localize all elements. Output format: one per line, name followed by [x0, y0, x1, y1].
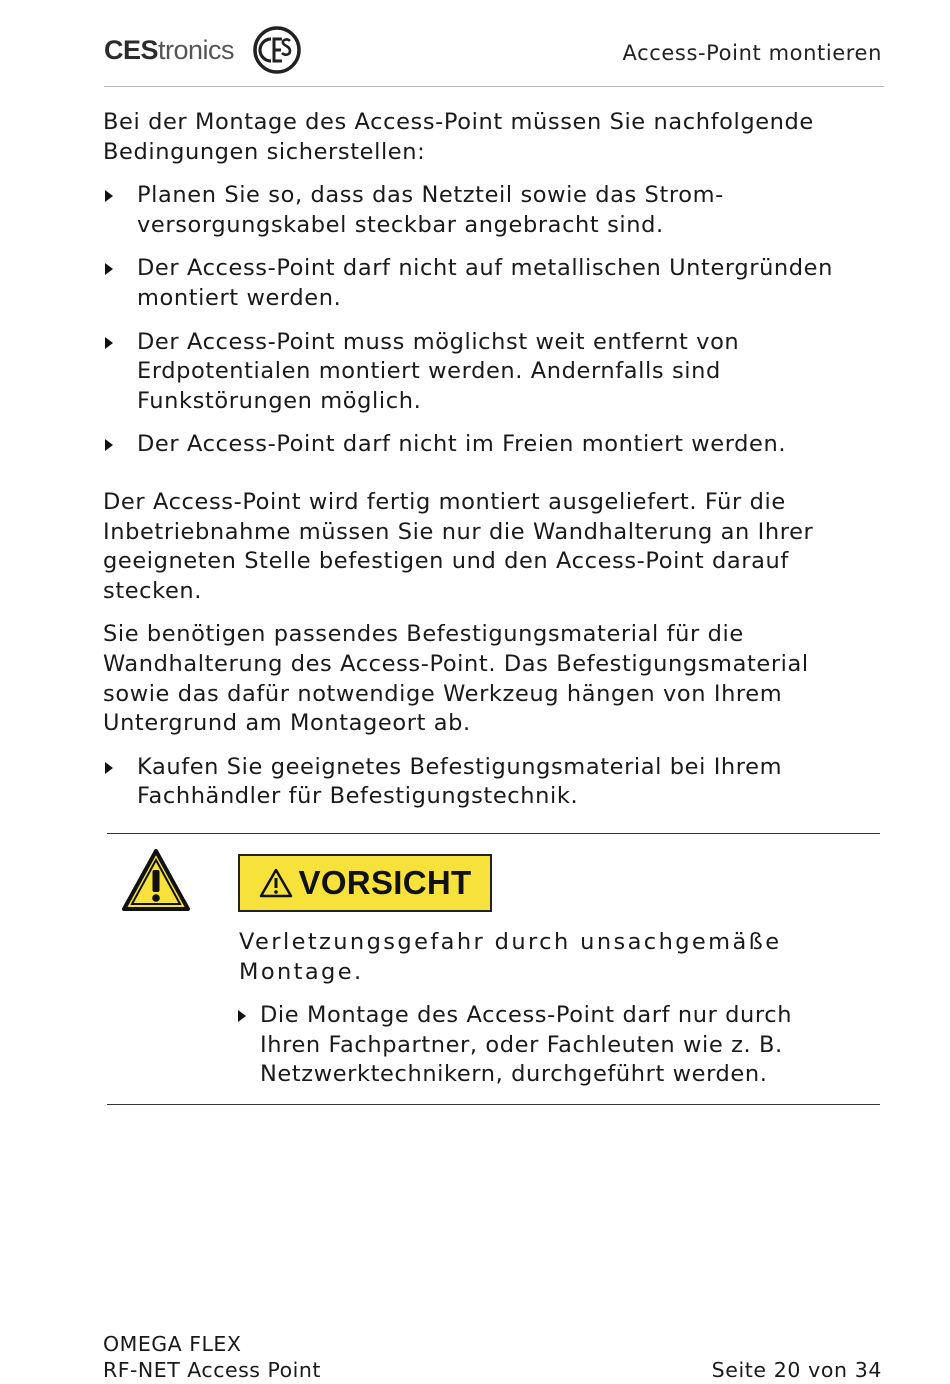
conditions-list [103, 181, 873, 460]
header-divider [104, 86, 884, 87]
footer-product: OMEGA FLEX [103, 1332, 242, 1356]
footer-subtitle: RF-NET Access Point [103, 1358, 321, 1382]
footer-product-info [103, 1331, 321, 1383]
warning-bottom-divider [107, 1104, 880, 1105]
list-item [103, 753, 873, 812]
bullet-arrow-icon [105, 263, 113, 275]
list-item-text: Planen Sie so, dass das Netzteil sowie das Strom-versorgungskabel steckbar angebracht sind. [137, 182, 724, 238]
warning-triangle-icon [121, 848, 191, 912]
list-item [103, 430, 873, 460]
logo-light-text: tronics [158, 34, 235, 65]
logo-wordmark [104, 35, 234, 66]
warning-small-icon [259, 868, 293, 898]
material-paragraph: Sie benötigen passendes Befestigungsmaterial für die Wandhalterung des Access-Point. Das Befestigungsmaterial sowie das dafür notwendige Werkzeug hängen von Ihrem Untergrund am Montageort ab. [103, 621, 809, 737]
list-item [103, 181, 873, 240]
list-item-text: Kaufen Sie geeignetes Befestigungsmaterial bei Ihrem Fachhändler für Befestigungstechnik. [137, 753, 783, 810]
list-item [239, 1001, 839, 1090]
list-item [103, 254, 873, 313]
warning-top-divider [107, 833, 880, 834]
ces-seal-icon [252, 25, 302, 75]
section-title: Access-Point montieren [622, 41, 882, 65]
delivery-paragraph: Der Access-Point wird fertig montiert ausgeliefert. Für die Inbetriebnahme müssen Sie nur die Wandhalterung an Ihrer geeigneten Stelle befestigen und den Access-Point darauf stecken. [103, 488, 814, 604]
logo-bold-text: CES [104, 34, 159, 65]
caution-label-box [238, 854, 492, 912]
main-content [103, 108, 873, 826]
company-logo [104, 22, 302, 78]
list-item-text: Der Access-Point darf nicht auf metallischen Untergründen montiert werden. [137, 255, 833, 311]
list-item-text: Der Access-Point muss möglichst weit entfernt von Erdpotentialen montiert werden. Andernfalls sind Funkstörungen möglich. [137, 328, 740, 414]
bullet-arrow-icon [105, 439, 113, 451]
material-list [103, 753, 873, 812]
bullet-arrow-icon [105, 190, 113, 202]
caution-label: VORSICHT [298, 864, 472, 901]
bullet-arrow-icon [238, 1010, 246, 1022]
bullet-arrow-icon [105, 337, 113, 349]
intro-paragraph: Bei der Montage des Access-Point müssen Sie nachfolgende Bedingungen sicherstellen: [103, 109, 814, 165]
warning-body [239, 928, 839, 1090]
bullet-arrow-icon [105, 762, 113, 774]
list-item-text: Die Montage des Access-Point darf nur durch Ihren Fachpartner, oder Fachleuten wie z. B. Netzwerktechnikern, durchgeführt werden. [260, 1002, 793, 1088]
warning-text: Verletzungsgefahr durch unsachgemäße Montage. [239, 929, 782, 985]
warning-list [239, 1001, 839, 1090]
list-item-text: Der Access-Point darf nicht im Freien montiert werden. [137, 431, 787, 458]
page-number: Seite 20 von 34 [711, 1358, 882, 1382]
list-item [103, 328, 873, 417]
